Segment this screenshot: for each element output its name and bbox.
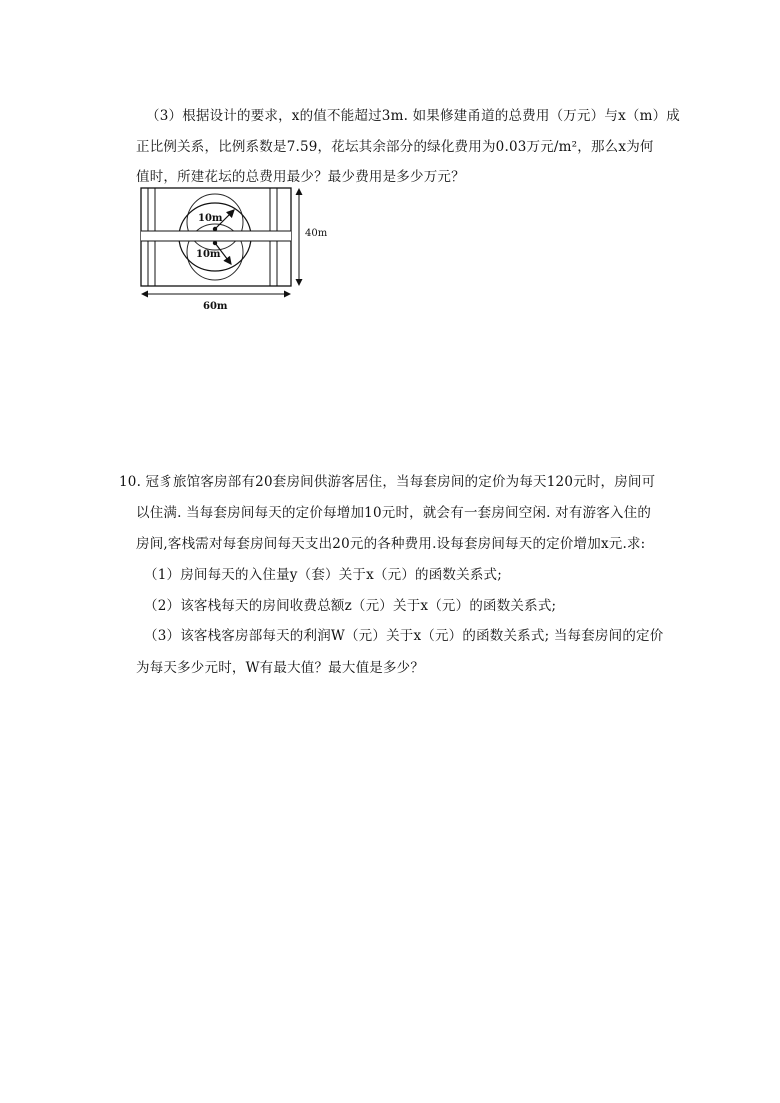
flowerbed-figure <box>133 184 333 314</box>
part3-line-1: （3）根据设计的要求，x的值不能超过3m. 如果修建甬道的总费用（万元）与x（m）成 <box>146 108 680 124</box>
q10-sub-2: （2）该客栈每天的房间收费总额z（元）关于x（元）的函数关系式; <box>144 598 557 614</box>
q10-line-3: 房间,客栈需对每套房间每天支出20元的各种费用.设每套房间每天的定价增加x元.求: <box>136 536 646 552</box>
q10-line-2: 以住满. 当每套房间每天的定价每增加10元时，就会有一套房间空闲. 对有游客入住的 <box>136 505 652 521</box>
q10-sub-3-line-1: （3）该客栈客房部每天的利润W（元）关于x（元）的函数关系式; 当每套房间的定价 <box>144 628 664 644</box>
height-label: 40m <box>305 228 328 239</box>
part3-line-2: 正比例关系，比例系数是7.59，花坛其余部分的绿化费用为0.03万元/m²，那么x为何 <box>136 139 654 155</box>
radius-label-bottom: 10m <box>196 249 221 260</box>
width-label: 60m <box>203 301 228 312</box>
q10-sub-1: （1）房间每天的入住量y（套）关于x（元）的函数关系式; <box>144 567 502 583</box>
radius-label-top: 10m <box>198 213 223 224</box>
q10-line-1: 10. 冠豸旅馆客房部有20套房间供游客居住，当每套房间的定价为每天120元时，房间可 <box>119 474 656 490</box>
part3-line-3: 值时，所建花坛的总费用最少？最少费用是多少万元？ <box>136 169 465 185</box>
q10-sub-3-line-2: 为每天多少元时，W有最大值？最大值是多少？ <box>136 660 425 676</box>
